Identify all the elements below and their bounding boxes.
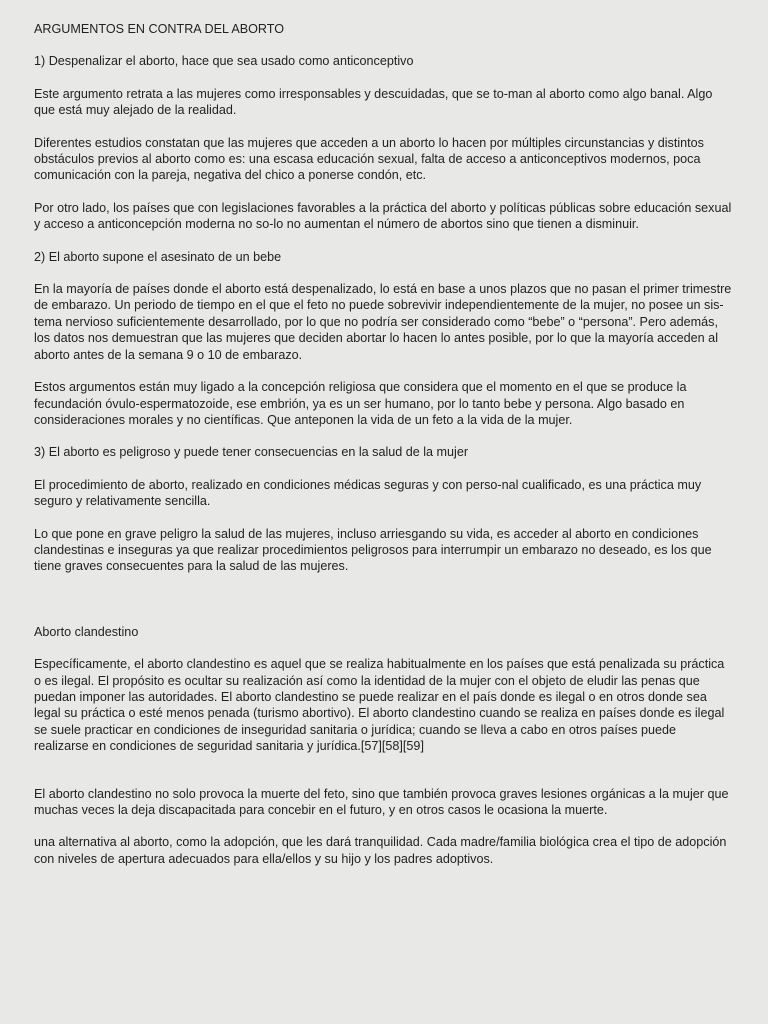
section-4-heading: Aborto clandestino <box>34 624 139 639</box>
document-title: ARGUMENTOS EN CONTRA DEL ABORTO <box>34 22 285 36</box>
section-3-paragraph-2: Lo que pone en grave peligro la salud de las mujeres, incluso arriesgando su vida, es acceder al aborto en condiciones clandestinas e inseguras ya que realizar procedimientos peligrosos para interrumpir un embarazo no deseado, es los que tiene graves consecuentes para la salud de las mujeres. <box>34 526 712 574</box>
section-4-paragraph-1: Específicamente, el aborto clandestino es aquel que se realiza habitualmente en los países que está penalizada su práctica o es ilegal. El propósito es ocultar su realización así como la identidad de la mujer con el objeto de eludir las penas que puedan imponer las autoridades. El aborto clandestino se puede realizar en el país donde es ilegal o en otros donde sea legal su práctica o esté menos penada (turismo abortivo). El aborto clandestino cuando se realiza en países donde es ilegal se suele practicar en condiciones de inseguridad sanitaria o jurídica; cuando se lleva a cabo en otros países puede realizarse en condiciones de seguridad sanitaria y jurídica.[57][58][59] <box>34 657 725 754</box>
section-1-paragraph-2: Diferentes estudios constatan que las mujeres que acceden a un aborto lo hacen por múltiples circunstancias y distintos obstáculos previos al aborto como es: una escasa educación sexual, falta de acceso a anticonceptivos modernos, poca comunicación con la pareja, negativa del chico a ponerse condón, etc. <box>34 135 704 183</box>
section-2-paragraph-2: Estos argumentos están muy ligado a la concepción religiosa que considera que el momento en el que se produce la fecundación óvulo-espermatozoide, ese embrión, ya es un ser humano, por lo tanto bebe y persona. Algo basado en consideraciones morales y no científicas. Que anteponen la vida de un feto a la vida de la mujer. <box>34 380 687 427</box>
section-gap <box>34 591 732 624</box>
section-4-paragraph-3: una alternativa al aborto, como la adopción, que les dará tranquilidad. Cada madre/familia biológica crea el tipo de adopción con niveles de apertura adecuados para ella/ellos y su hijo y los padres adoptivos. <box>34 835 727 866</box>
section-2-paragraph-1: En la mayoría de países donde el aborto está despenalizado, lo está en base a unos plazos que no pasan el primer trimestre de embarazo. Un periodo de tiempo en el que el feto no puede sobrevivir independientemente de la mujer, no posee un sis-tema nervioso suficientemente desarrollado, por lo que no podría ser considerado como “bebe” o “persona”. Pero además, los datos nos demuestran que las mujeres que deciden abortar lo hacen lo antes posible, por lo que la mayoría acceden al aborto antes de la semana 9 o 10 de embarazo. <box>34 282 732 362</box>
section-2-heading: 2) El aborto supone el asesinato de un bebe <box>34 249 282 264</box>
section-3-paragraph-1: El procedimiento de aborto, realizado en condiciones médicas seguras y con perso-nal cualificado, es una práctica muy seguro y relativamente sencilla. <box>34 477 702 509</box>
section-3-heading: 3) El aborto es peligroso y puede tener consecuencias en la salud de la mujer <box>34 445 469 460</box>
section-1-heading: 1) Despenalizar el aborto, hace que sea usado como anticonceptivo <box>34 54 414 69</box>
paragraph-gap <box>34 771 732 786</box>
section-4-paragraph-2: El aborto clandestino no solo provoca la muerte del feto, sino que también provoca graves lesiones orgánicas a la mujer que muchas veces la deja discapacitada para concebir en el futuro, y en otros casos le ocasiona la muerte. <box>34 786 729 817</box>
section-1-paragraph-1: Este argumento retrata a las mujeres como irresponsables y descuidadas, que se to-man al aborto como algo banal. Algo que está muy alejado de la realidad. <box>34 86 713 118</box>
section-1-paragraph-3: Por otro lado, los países que con legislaciones favorables a la práctica del aborto y políticas públicas sobre educación sexual y acceso a anticoncepción moderna no so-lo no aumentan el número de abortos sino que tienen a disminuir. <box>34 200 732 232</box>
